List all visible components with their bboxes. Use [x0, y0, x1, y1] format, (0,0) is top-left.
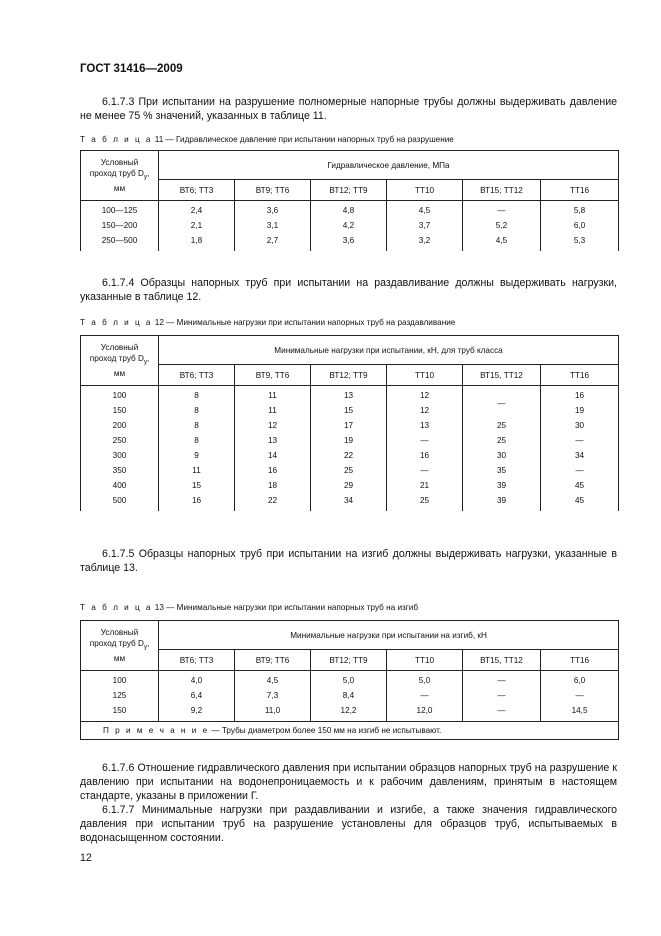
- table-cell: 13: [311, 386, 387, 404]
- table-class-row: [81, 650, 619, 671]
- header-line: мм: [113, 184, 126, 194]
- table-cell: 16: [235, 463, 311, 478]
- table-cell: 22: [311, 448, 387, 463]
- table-cell: 5,8: [541, 201, 619, 219]
- table-cell: 16: [387, 448, 463, 463]
- table-cell: 15: [159, 478, 235, 493]
- table-cell: 4,5: [235, 671, 311, 689]
- row-header-cell: 250—500: [81, 233, 159, 251]
- table-cell: 25: [463, 418, 541, 433]
- table-cell: —: [463, 201, 541, 219]
- column-header-class: ТТ16: [541, 650, 619, 671]
- header-line: Условный: [100, 157, 139, 167]
- table-cell: 12: [235, 418, 311, 433]
- table-class-row: [81, 365, 619, 386]
- table-cell: 25: [463, 433, 541, 448]
- header-line: проход труб D: [89, 638, 144, 648]
- table-cell: 12,2: [311, 703, 387, 722]
- table-cell: 6,4: [159, 688, 235, 703]
- table-note: [81, 722, 619, 740]
- row-header-cell: 150: [81, 403, 159, 418]
- column-header-nominal-bore: [81, 336, 159, 386]
- table-cell: 19: [541, 403, 619, 418]
- table-cell: 8: [159, 418, 235, 433]
- column-header-class: ВТ12; ТТ9: [311, 650, 387, 671]
- header-line: Условный: [100, 342, 139, 352]
- note-text: — Трубы диаметром более 150 мм на изгиб не испытывают.: [209, 726, 442, 735]
- table-cell: 7,3: [235, 688, 311, 703]
- table-cell: 13: [235, 433, 311, 448]
- table-cell: —: [463, 703, 541, 722]
- header-line: Условный: [100, 627, 139, 637]
- table-cell: 8: [159, 433, 235, 448]
- table-cell: 3,7: [387, 218, 463, 233]
- table-cell: 2,4: [159, 201, 235, 219]
- column-group-header: Минимальные нагрузки при испытании на изгиб, кН: [159, 621, 619, 650]
- table-cell: 5,2: [463, 218, 541, 233]
- table-cell: 5,3: [541, 233, 619, 251]
- table-cell: 34: [311, 493, 387, 511]
- row-header-cell: 150: [81, 703, 159, 722]
- table-row: [81, 448, 619, 463]
- row-header-cell: 100—125: [81, 201, 159, 219]
- table-cell: 6,0: [541, 218, 619, 233]
- table-cell: 39: [463, 478, 541, 493]
- table-row: [81, 201, 619, 219]
- table-cell: 1,8: [159, 233, 235, 251]
- header-comma: ,: [146, 168, 150, 178]
- table-cell: 9: [159, 448, 235, 463]
- table-cell: 19: [311, 433, 387, 448]
- table-cell: 25: [387, 493, 463, 511]
- column-header-class: ТТ10: [387, 650, 463, 671]
- table-row: [81, 671, 619, 689]
- table-cell: 15: [311, 403, 387, 418]
- caption-prefix: Т а б л и ц а: [80, 318, 153, 327]
- table-cell: 45: [541, 493, 619, 511]
- page-number: 12: [80, 852, 92, 864]
- column-header-class: ВТ15, ТТ12: [463, 365, 541, 386]
- table-cell: 39: [463, 493, 541, 511]
- caption-prefix: Т а б л и ц а: [80, 603, 153, 612]
- table-cell: 8,4: [311, 688, 387, 703]
- row-header-cell: 400: [81, 478, 159, 493]
- table-cell: 14,5: [541, 703, 619, 722]
- table-row: [81, 478, 619, 493]
- table-note-row: [81, 722, 619, 740]
- table-cell: 35: [463, 463, 541, 478]
- table-cell: 4,5: [387, 201, 463, 219]
- row-header-cell: 500: [81, 493, 159, 511]
- table-11: [80, 150, 619, 251]
- table-cell: 13: [387, 418, 463, 433]
- column-header-class: ВТ6; ТТ3: [159, 180, 235, 201]
- header-subscript: у: [143, 644, 147, 651]
- table-cell: 5,0: [311, 671, 387, 689]
- table-row: [81, 218, 619, 233]
- column-header-class: ТТ16: [541, 365, 619, 386]
- table-cell: 2,1: [159, 218, 235, 233]
- caption-text: 13 — Минимальные нагрузки при испытании напорных труб на изгиб: [154, 603, 419, 612]
- table-cell: 30: [463, 448, 541, 463]
- table-cell: 29: [311, 478, 387, 493]
- table-cell: 12: [387, 403, 463, 418]
- table-row: [81, 703, 619, 722]
- header-comma: ,: [146, 638, 150, 648]
- column-header-class: ВТ12; ТТ9: [311, 180, 387, 201]
- table-13-caption: [80, 603, 418, 612]
- table-cell: 45: [541, 478, 619, 493]
- header-line: проход труб D: [89, 168, 144, 178]
- table-cell: 11: [159, 463, 235, 478]
- caption-text: 11 — Гидравлическое давление при испытании напорных труб на разрушение: [154, 135, 454, 144]
- table-cell: 11: [235, 403, 311, 418]
- table-cell: 16: [541, 386, 619, 404]
- table-header-row: [81, 151, 619, 180]
- row-header-cell: 125: [81, 688, 159, 703]
- table-cell: —: [463, 671, 541, 689]
- column-header-class: ВТ9; ТТ6: [235, 180, 311, 201]
- table-cell: 25: [311, 463, 387, 478]
- note-prefix: П р и м е ч а н и е: [103, 726, 210, 735]
- table-cell: 22: [235, 493, 311, 511]
- row-header-cell: 150—200: [81, 218, 159, 233]
- table-cell: 5,0: [387, 671, 463, 689]
- table-cell: —: [387, 688, 463, 703]
- table-cell: 2,7: [235, 233, 311, 251]
- row-header-cell: 200: [81, 418, 159, 433]
- row-header-cell: 250: [81, 433, 159, 448]
- table-cell: 8: [159, 403, 235, 418]
- table-cell: 12,0: [387, 703, 463, 722]
- paragraph-6-1-7-3: 6.1.7.3 При испытании на разрушение полномерные напорные трубы должны выдерживать давление не менее 75 % значений, указанных в таблице 11.: [80, 96, 617, 122]
- column-header-class: ВТ6; ТТ3: [159, 650, 235, 671]
- table-12-caption: [80, 318, 455, 327]
- table-cell: 18: [235, 478, 311, 493]
- column-header-nominal-bore: [81, 151, 159, 201]
- table-cell: 4,0: [159, 671, 235, 689]
- row-header-cell: 100: [81, 671, 159, 689]
- table-cell: 3,6: [311, 233, 387, 251]
- header-comma: ,: [146, 353, 150, 363]
- column-group-header: Гидравлическое давление, МПа: [159, 151, 619, 180]
- table-cell: —: [541, 688, 619, 703]
- table-11-caption: [80, 135, 454, 144]
- column-header-class: ВТ9; ТТ6: [235, 650, 311, 671]
- table-row: [81, 418, 619, 433]
- table-cell: 11,0: [235, 703, 311, 722]
- table-row: [81, 233, 619, 251]
- table-12: [80, 335, 619, 511]
- header-line: мм: [113, 369, 126, 379]
- table-cell: —: [463, 386, 541, 419]
- column-group-header: Минимальные нагрузки при испытании, кН, для труб класса: [159, 336, 619, 365]
- table-row: [81, 463, 619, 478]
- table-class-row: [81, 180, 619, 201]
- row-header-cell: 100: [81, 386, 159, 404]
- table-cell: —: [463, 688, 541, 703]
- header-subscript: у: [143, 174, 147, 181]
- table-cell: 6,0: [541, 671, 619, 689]
- table-cell: —: [387, 463, 463, 478]
- paragraph-6-1-7-7: 6.1.7.7 Минимальные нагрузки при раздавливании и изгибе, а также значения гидравлического давления при испытании труб на разрушение установлены для образцов труб, испытываемых в водонасыщенном состоянии.: [80, 804, 617, 844]
- table-cell: —: [541, 433, 619, 448]
- table-cell: 4,5: [463, 233, 541, 251]
- table-cell: 21: [387, 478, 463, 493]
- column-header-class: ВТ15; ТТ12: [463, 180, 541, 201]
- table-cell: 4,2: [311, 218, 387, 233]
- paragraph-6-1-7-4: 6.1.7.4 Образцы напорных труб при испытании на раздавливание должны выдерживать нагрузки, указанные в таблице 12.: [80, 277, 617, 303]
- table-cell: 3,6: [235, 201, 311, 219]
- table-cell: 12: [387, 386, 463, 404]
- table-cell: 3,1: [235, 218, 311, 233]
- table-cell: 34: [541, 448, 619, 463]
- table-cell: —: [387, 433, 463, 448]
- table-cell: 11: [235, 386, 311, 404]
- standard-header: ГОСТ 31416—2009: [80, 63, 183, 75]
- table-cell: —: [541, 463, 619, 478]
- column-header-class: ВТ6; ТТ3: [159, 365, 235, 386]
- table-header-row: [81, 336, 619, 365]
- column-header-nominal-bore: [81, 621, 159, 671]
- table-cell: 17: [311, 418, 387, 433]
- table-cell: 14: [235, 448, 311, 463]
- header-line: мм: [113, 654, 126, 664]
- table-row: [81, 493, 619, 511]
- table-cell: 3,2: [387, 233, 463, 251]
- table-cell: 8: [159, 386, 235, 404]
- column-header-class: ВТ12; ТТ9: [311, 365, 387, 386]
- caption-prefix: Т а б л и ц а: [80, 135, 153, 144]
- row-header-cell: 350: [81, 463, 159, 478]
- header-subscript: у: [143, 359, 147, 366]
- table-header-row: [81, 621, 619, 650]
- table-row: [81, 386, 619, 404]
- table-row: [81, 688, 619, 703]
- column-header-class: ТТ16: [541, 180, 619, 201]
- table-cell: 9,2: [159, 703, 235, 722]
- column-header-class: ТТ10: [387, 180, 463, 201]
- table-cell: 30: [541, 418, 619, 433]
- column-header-class: ВТ9, ТТ6: [235, 365, 311, 386]
- caption-text: 12 — Минимальные нагрузки при испытании напорных труб на раздавливание: [154, 318, 456, 327]
- row-header-cell: 300: [81, 448, 159, 463]
- column-header-class: ТТ10: [387, 365, 463, 386]
- paragraph-6-1-7-5: 6.1.7.5 Образцы напорных труб при испытании на изгиб должны выдерживать нагрузки, указанные в таблице 13.: [80, 548, 617, 574]
- header-line: проход труб D: [89, 353, 144, 363]
- column-header-class: ВТ15, ТТ12: [463, 650, 541, 671]
- table-row: [81, 433, 619, 448]
- paragraph-6-1-7-6: 6.1.7.6 Отношение гидравлического давления при испытании образцов напорных труб на разрушение к давлению при испытании на водонепроницаемость и к рабочим давлениям, принятым в настоящем стандарте, указаны в приложении Г.: [80, 762, 617, 802]
- table-cell: 4,8: [311, 201, 387, 219]
- table-13: [80, 620, 619, 740]
- table-cell: 16: [159, 493, 235, 511]
